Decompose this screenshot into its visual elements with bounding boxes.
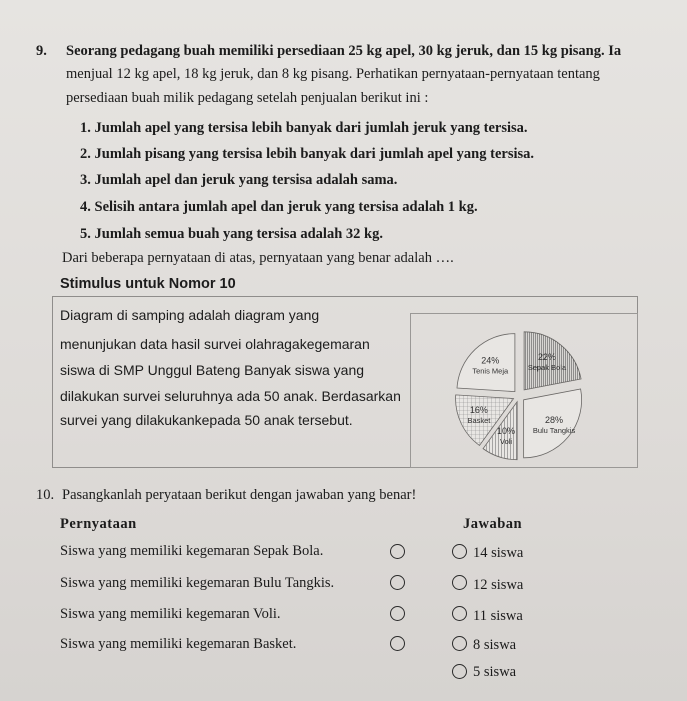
answer-4-radio[interactable] — [452, 636, 467, 651]
statement-row-1: Siswa yang memiliki kegemaran Sepak Bola. — [60, 543, 324, 559]
statement-1-radio[interactable] — [390, 544, 405, 559]
q9-line-3: persediaan buah milik pedagang setelah penjualan berikut ini : — [66, 90, 429, 106]
stimulus-line-4: dilakukan survei seluruhnya ada 50 anak. Berdasarkan — [60, 388, 401, 404]
pie-percent-label: 28% — [545, 414, 564, 425]
header-answer: Jawaban — [463, 516, 523, 532]
answer-1-radio[interactable] — [452, 544, 467, 559]
answer-5-radio[interactable] — [452, 664, 467, 679]
statement-3-radio[interactable] — [390, 606, 405, 621]
answer-2-label: 12 siswa — [473, 577, 524, 593]
q10-text: Pasangkanlah peryataan berikut dengan jawaban yang benar! — [62, 487, 417, 503]
pie-category-label: Voli — [499, 436, 513, 446]
pie-category-label: Basket — [467, 415, 491, 425]
statement-4-radio[interactable] — [390, 636, 405, 651]
statement-row-4: Siswa yang memiliki kegemaran Basket. — [60, 636, 297, 652]
q9-statement-1: 1. Jumlah apel yang tersisa lebih banyak dari jumlah jeruk yang tersisa. — [80, 120, 528, 136]
q9-number: 9. — [36, 43, 47, 59]
answer-1-label: 14 siswa — [473, 545, 524, 561]
pie-percent-label: 16% — [469, 404, 488, 415]
pie-category-label: Bulu Tangkis — [532, 425, 576, 435]
answer-5-label: 5 siswa — [473, 664, 517, 680]
q9-statement-3: 3. Jumlah apel dan jeruk yang tersisa adalah sama. — [80, 172, 398, 188]
pie-percent-label: 10% — [497, 425, 516, 436]
stimulus-line-1: Diagram di samping adalah diagram yang — [60, 307, 320, 323]
q9-line-2: menjual 12 kg apel, 18 kg jeruk, dan 8 kg pisang. Perhatikan pernyataan-pernyataan tentang — [66, 66, 600, 82]
q9-statement-5: 5. Jumlah semua buah yang tersisa adalah 32 kg. — [80, 226, 383, 242]
pie-percent-label: 22% — [538, 352, 557, 363]
pie-category-label: Sepak Bola — [527, 363, 567, 373]
stimulus-line-5: survei yang dilakukankepada 50 anak tersebut. — [60, 412, 353, 428]
q10-number: 10. — [36, 487, 55, 503]
pie-chart-container — [410, 313, 638, 468]
answer-4-label: 8 siswa — [473, 637, 517, 653]
answer-3-label: 11 siswa — [473, 608, 523, 624]
q9-prompt: Dari beberapa pernyataan di atas, pernyataan yang benar adalah …. — [62, 250, 454, 266]
statement-row-2: Siswa yang memiliki kegemaran Bulu Tangkis. — [60, 575, 335, 591]
statement-2-radio[interactable] — [390, 575, 405, 590]
statement-row-3: Siswa yang memiliki kegemaran Voli. — [60, 606, 281, 622]
q9-statement-4: 4. Selisih antara jumlah apel dan jeruk yang tersisa adalah 1 kg. — [80, 199, 478, 215]
q9-statement-2: 2. Jumlah pisang yang tersisa lebih banyak dari jumlah apel yang tersisa. — [80, 146, 535, 162]
answer-3-radio[interactable] — [452, 606, 467, 621]
q9-line-1: Seorang pedagang buah memiliki persediaan 25 kg apel, 30 kg jeruk, dan 15 kg pisang. Ia — [66, 43, 622, 59]
answer-2-radio[interactable] — [452, 575, 467, 590]
pie-percent-label: 24% — [481, 355, 500, 366]
stimulus-line-3: siswa di SMP Unggul Bateng Banyak siswa yang — [60, 362, 365, 378]
stimulus-title: Stimulus untuk Nomor 10 — [60, 276, 236, 292]
pie-chart — [411, 314, 637, 467]
header-statement: Pernyataan — [60, 516, 137, 532]
stimulus-line-2: menunjukan data hasil survei olahragakegemaran — [60, 336, 370, 352]
pie-category-label: Tenis Meja — [472, 366, 509, 376]
